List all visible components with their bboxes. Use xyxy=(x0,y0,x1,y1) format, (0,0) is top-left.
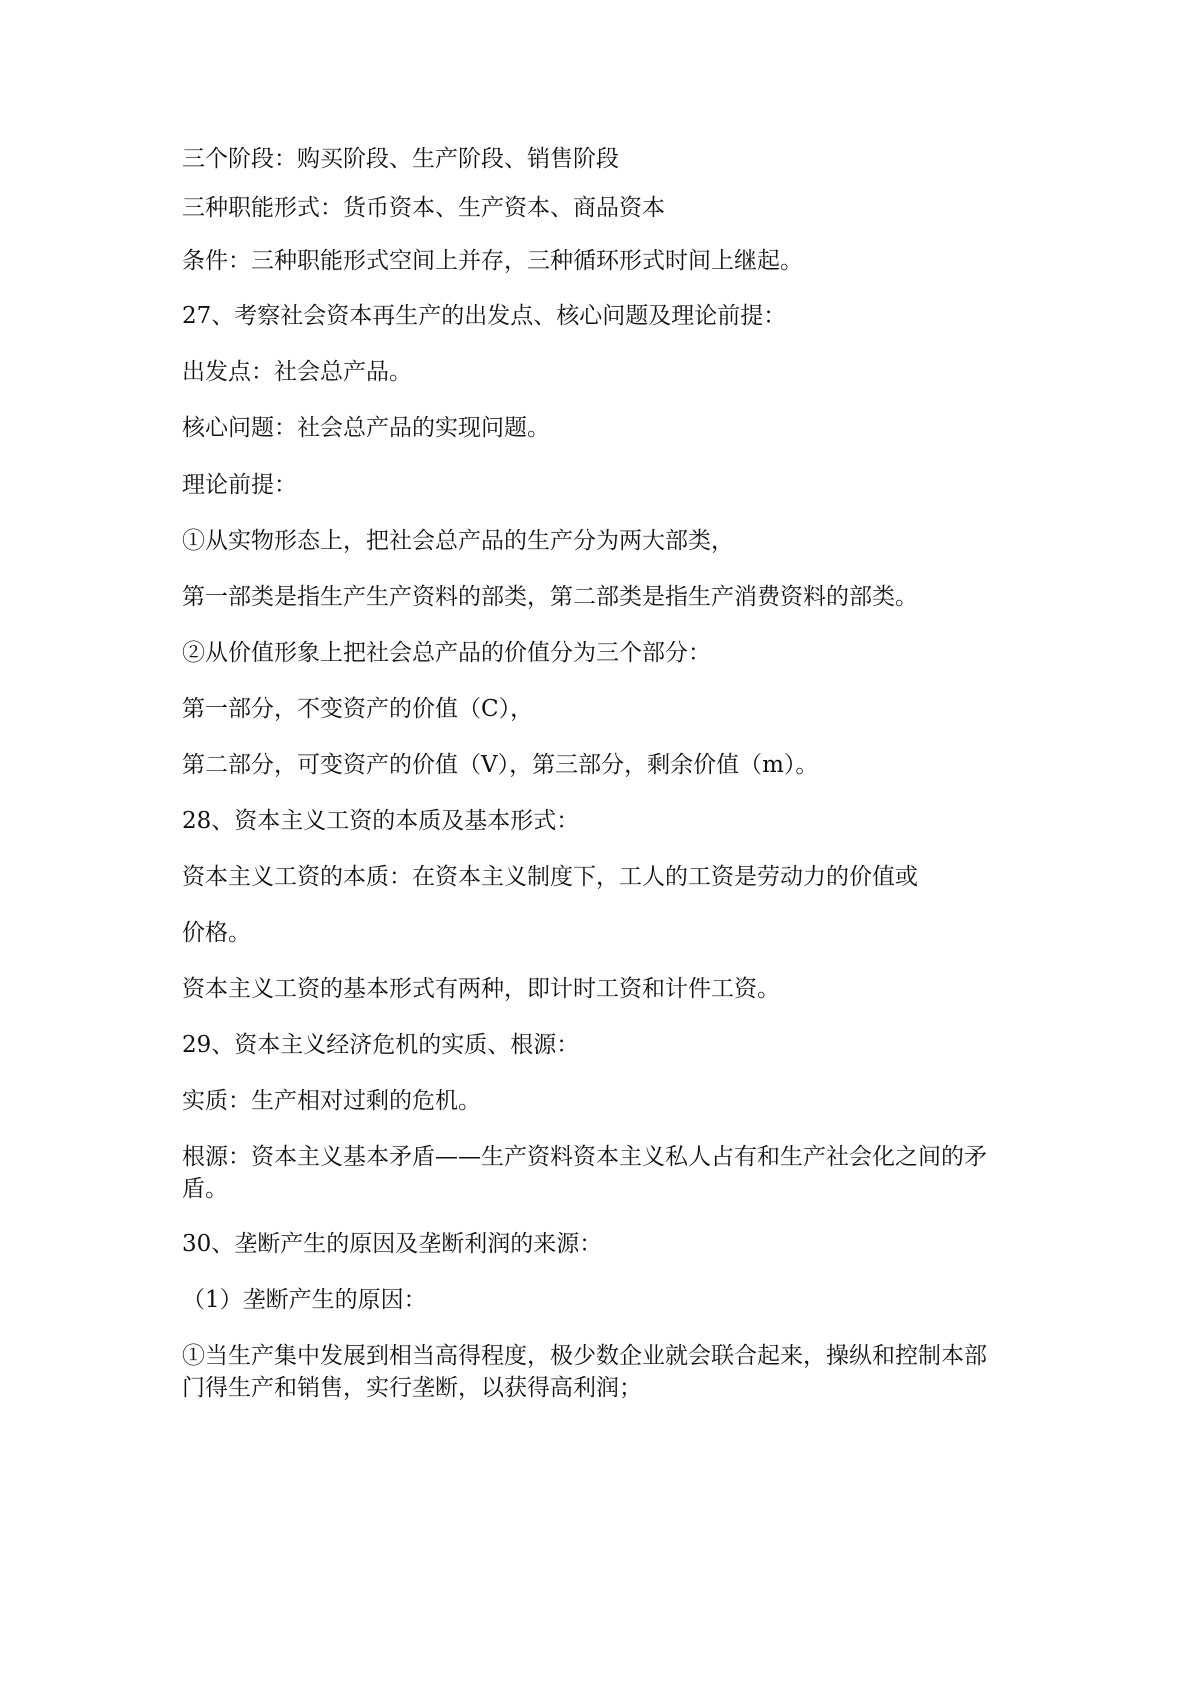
text-line-monopoly-cause-1: ①当生产集中发展到相当高得程度，极少数企业就会联合起来，操纵和控制本部 xyxy=(182,1343,987,1369)
text-line-crisis-root-cont: 盾。 xyxy=(182,1176,228,1202)
text-line-stages: 三个阶段：购买阶段、生产阶段、销售阶段 xyxy=(182,146,619,172)
text-line-wage-essence: 资本主义工资的本质：在资本主义制度下，工人的工资是劳动力的价值或 xyxy=(182,864,918,890)
text-line-theoretical-premise: 理论前提： xyxy=(182,472,297,498)
text-line-premise-1: ①从实物形态上，把社会总产品的生产分为两大部类， xyxy=(182,528,734,554)
text-line-premise-1-detail: 第一部类是指生产生产资料的部类，第二部类是指生产消费资料的部类。 xyxy=(182,584,918,610)
text-line-premise-2: ②从价值形象上把社会总产品的价值分为三个部分： xyxy=(182,640,711,666)
text-line-conditions: 条件：三种职能形式空间上并存，三种循环形式时间上继起。 xyxy=(182,248,803,274)
text-line-premise-2-part-2-3: 第二部分，可变资产的价值（V），第三部分，剩余价值（m）。 xyxy=(182,752,819,778)
text-line-core-question: 核心问题：社会总产品的实现问题。 xyxy=(182,415,550,441)
text-line-monopoly-cause-1-cont: 门得生产和销售，实行垄断，以获得高利润； xyxy=(182,1375,642,1401)
text-line-starting-point: 出发点：社会总产品。 xyxy=(182,359,412,385)
heading-30: 30、垄断产生的原因及垄断利润的来源： xyxy=(182,1231,603,1257)
text-line-crisis-essence: 实质：生产相对过剩的危机。 xyxy=(182,1088,481,1114)
text-line-wage-essence-cont: 价格。 xyxy=(182,920,251,946)
text-line-wage-forms: 资本主义工资的基本形式有两种，即计时工资和计件工资。 xyxy=(182,976,780,1002)
heading-27: 27、考察社会资本再生产的出发点、核心问题及理论前提： xyxy=(182,303,787,329)
heading-28: 28、资本主义工资的本质及基本形式： xyxy=(182,808,580,834)
text-line-functional-forms: 三种职能形式：货币资本、生产资本、商品资本 xyxy=(182,195,665,221)
subheading-monopoly-causes: （1）垄断产生的原因： xyxy=(182,1287,427,1313)
text-line-crisis-root: 根源：资本主义基本矛盾——生产资料资本主义私人占有和生产社会化之间的矛 xyxy=(182,1144,987,1170)
text-line-premise-2-part-1: 第一部分，不变资产的价值（C）， xyxy=(182,696,534,722)
heading-29: 29、资本主义经济危机的实质、根源： xyxy=(182,1032,580,1058)
